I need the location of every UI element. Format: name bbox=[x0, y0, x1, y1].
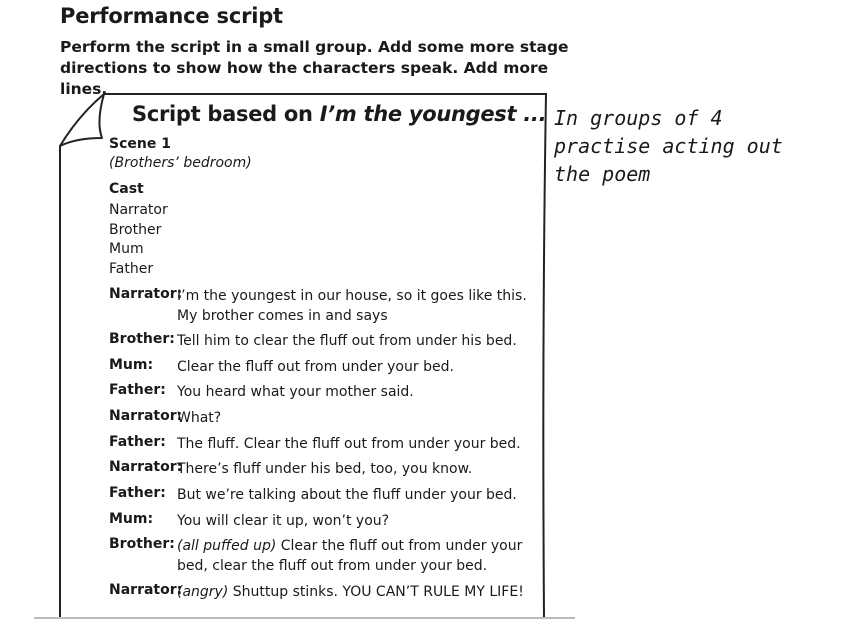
page-heading: Performance script bbox=[60, 4, 283, 28]
speaker-label: Narrator: bbox=[109, 582, 183, 598]
line-text: Clear the fluff out from under your bed. bbox=[177, 359, 454, 375]
speaker-label: Narrator: bbox=[109, 286, 183, 302]
scene-location: (Brothers’ bedroom) bbox=[109, 155, 252, 171]
note-line: the poem bbox=[554, 162, 651, 186]
handwritten-note bbox=[554, 104, 850, 188]
line-text: I’m the youngest in our house, so it goes like this. My brother comes in and says bbox=[177, 288, 527, 324]
line-text: What? bbox=[177, 410, 222, 426]
line-text: You will clear it up, won’t you? bbox=[177, 513, 390, 529]
line-text: There’s fluff under his bed, too, you know. bbox=[177, 461, 473, 477]
line-text: (angry) Shuttup stinks. YOU CAN’T RULE MY LIFE! bbox=[177, 584, 524, 600]
speaker-label: Brother: bbox=[109, 331, 175, 347]
note-line: practise acting out bbox=[554, 134, 783, 158]
speaker-label: Brother: bbox=[109, 536, 175, 552]
script-title: Script based on I’m the youngest ... bbox=[132, 102, 547, 126]
cast-list bbox=[109, 201, 168, 279]
cast-item: Brother bbox=[109, 221, 162, 238]
note-line: In groups of 4 bbox=[554, 106, 723, 130]
scene-label: Scene 1 bbox=[109, 136, 171, 152]
speaker-label: Mum: bbox=[109, 511, 154, 527]
speaker-label: Narrator: bbox=[109, 459, 183, 475]
speaker-label: Narrator: bbox=[109, 408, 183, 424]
cast-heading: Cast bbox=[109, 181, 144, 197]
speaker-label: Father: bbox=[109, 382, 166, 398]
speaker-label: Father: bbox=[109, 434, 166, 450]
line-text: (all puffed up) Clear the fluff out from under your bed, clear the fluff out from under your bed. bbox=[177, 538, 523, 574]
speaker-label: Father: bbox=[109, 485, 166, 501]
speaker-label: Mum: bbox=[109, 357, 154, 373]
line-text: You heard what your mother said. bbox=[177, 384, 414, 400]
line-text: Tell him to clear the fluff out from under his bed. bbox=[177, 333, 517, 349]
line-text: But we’re talking about the fluff under your bed. bbox=[177, 487, 517, 503]
line-text: The fluff. Clear the fluff out from under your bed. bbox=[177, 436, 521, 452]
cast-item: Narrator bbox=[109, 202, 168, 218]
cast-item: Mum bbox=[109, 241, 144, 258]
instructions-text: Perform the script in a small group. Add some more stage directions to show how the characters speak. Add more lines. bbox=[60, 38, 569, 98]
cast-item: Father bbox=[109, 260, 154, 277]
